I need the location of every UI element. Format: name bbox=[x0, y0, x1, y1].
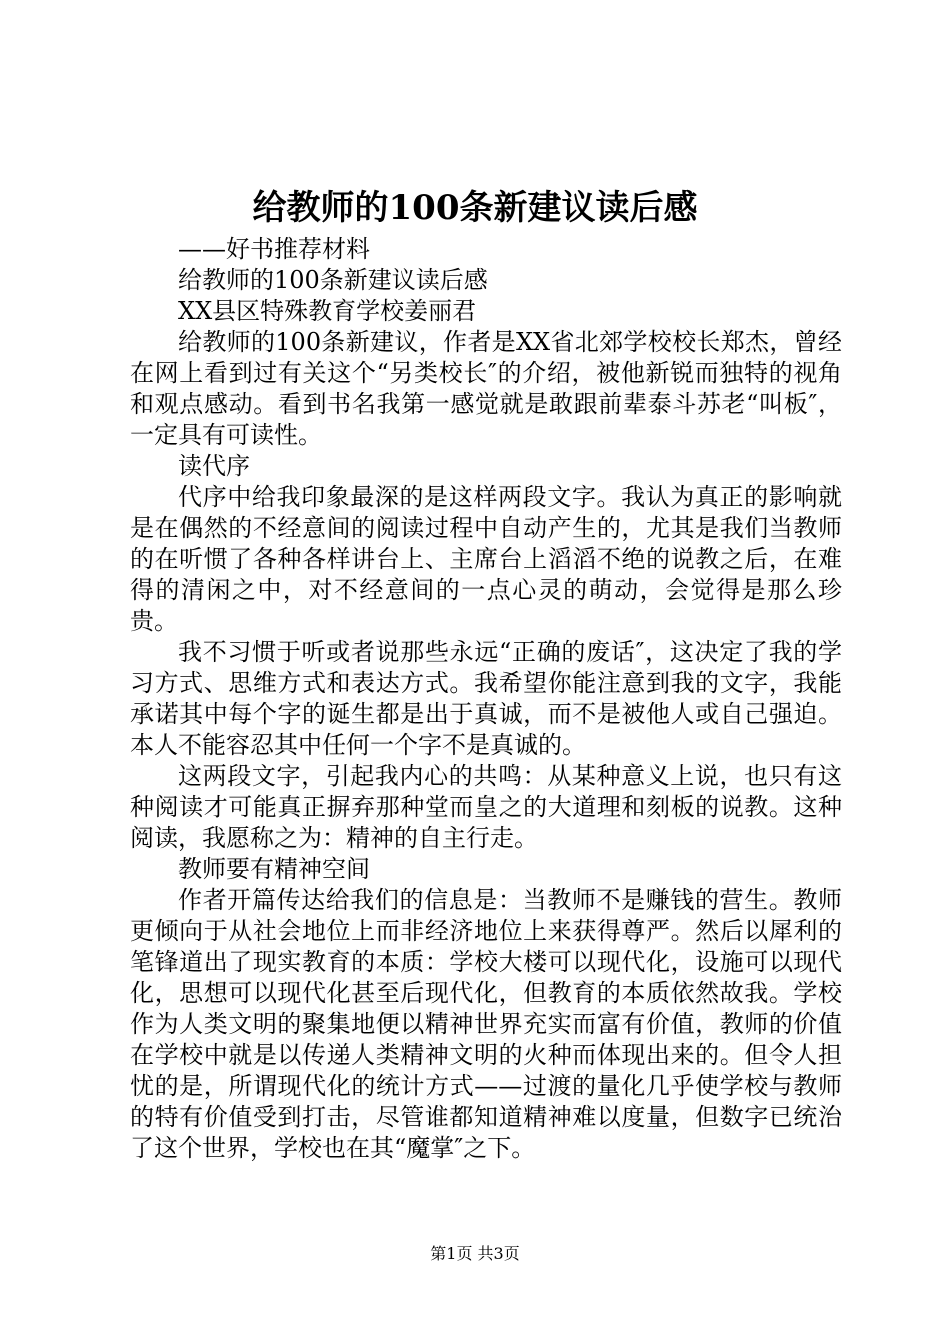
paragraph: 代序中给我印象最深的是这样两段文字。我认为真正的影响就是在偶然的不经意间的阅读过程中自动产生的，尤其是我们当教师的在听惯了各种各样讲台上、主席台上滔滔不绝的说教之后，在难得的清闲之中，对不经意间的一点心灵的萌动，会觉得是那么珍贵。 bbox=[130, 483, 842, 635]
document-body bbox=[130, 234, 842, 1164]
section-heading: 教师要有精神空间 bbox=[178, 855, 370, 883]
paragraph: 这两段文字，引起我内心的共鸣：从某种意义上说，也只有这种阅读才可能真正摒弃那种堂而皇之的大道理和刻板的说教。这种阅读，我愿称之为：精神的自主行走。 bbox=[130, 762, 842, 852]
author-line: XX县区特殊教育学校姜丽君 bbox=[178, 297, 477, 325]
subtitle-line: ——好书推荐材料 bbox=[178, 235, 370, 263]
paragraph: 我不习惯于听或者说那些永远“正确的废话″，这决定了我的学习方式、思维方式和表达方式。我希望你能注意到我的文字，我能承诺其中每个字的诞生都是出于真诚，而不是被他人或自己强迫。本人不能容忍其中任何一个字不是真诚的。 bbox=[130, 638, 842, 759]
page-number-footer: 第1页 共3页 bbox=[430, 1244, 520, 1263]
paragraph: 作者开篇传达给我们的信息是：当教师不是赚钱的营生。教师更倾向于从社会地位上而非经济地位上来获得尊严。然后以犀利的笔锋道出了现实教育的本质：学校大楼可以现代化，设施可以现代化，思想可以现代化甚至后现代化，但教育的本质依然故我。学校作为人类文明的聚集地便以精神世界充实而富有价值，教师的价值在学校中就是以传递人类精神文明的火种而体现出来的。但令人担忧的是，所谓现代化的统计方式——过渡的量化几乎使学校与教师的特有价值受到打击，尽管谁都知道精神难以度量，但数字已统治了这个世界，学校也在其“魔掌″之下。 bbox=[130, 886, 842, 1162]
repeated-title-line: 给教师的100条新建议读后感 bbox=[178, 266, 488, 294]
section-heading: 读代序 bbox=[178, 452, 250, 480]
paragraph: 给教师的100条新建议，作者是XX省北郊学校校长郑杰，曾经在网上看到过有关这个“另类校长″的介绍，被他新锐而独特的视角和观点感动。看到书名我第一感觉就是敢跟前辈泰斗苏老“叫板″，一定具有可读性。 bbox=[130, 328, 842, 449]
document-title: 给教师的100条新建议读后感 bbox=[252, 188, 698, 228]
